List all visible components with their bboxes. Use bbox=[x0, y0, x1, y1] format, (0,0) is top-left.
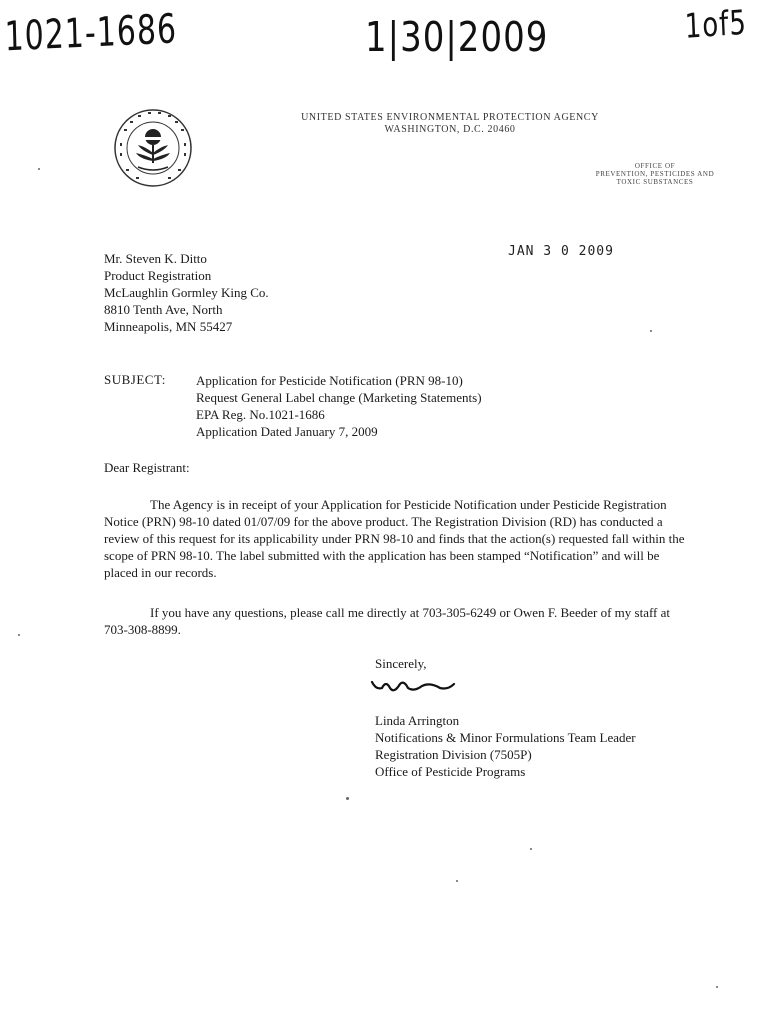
handwritten-page-number: 1of5 bbox=[684, 3, 748, 47]
signer-division: Registration Division (7505P) bbox=[375, 747, 532, 762]
handwritten-reg-number: 1021-1686 bbox=[4, 5, 178, 62]
office-block bbox=[560, 162, 750, 186]
signer-office: Office of Pesticide Programs bbox=[375, 764, 526, 779]
scan-speck bbox=[650, 330, 652, 332]
signature bbox=[370, 670, 460, 698]
scan-speck bbox=[38, 168, 40, 170]
recipient-address bbox=[104, 250, 269, 335]
scan-speck bbox=[346, 797, 349, 800]
recipient-line: 8810 Tenth Ave, North bbox=[104, 302, 223, 317]
subject-line: Application for Pesticide Notification (PRN 98-10) bbox=[196, 373, 463, 388]
body-paragraph-1: The Agency is in receipt of your Application for Pesticide Notification under Pesticide Registration Notice (PRN) 98-10 dated 01/07/09 for the above product. The Registration Division (RD) has conducted a review of this request for its applicability under PRN 98-10 and finds that the action(s) requested fall within the scope of PRN 98-10. The label submitted with the application has been stamped “Notification” and will be placed in our records. bbox=[104, 497, 685, 580]
agency-city: WASHINGTON, D.C. 20460 bbox=[384, 124, 516, 135]
office-line: TOXIC SUBSTANCES bbox=[616, 178, 694, 186]
recipient-line: Mr. Steven K. Ditto bbox=[104, 251, 207, 266]
signer-name: Linda Arrington bbox=[375, 713, 460, 728]
subject-line: Request General Label change (Marketing Statements) bbox=[196, 390, 482, 405]
recipient-line: McLaughlin Gormley King Co. bbox=[104, 285, 269, 300]
body-paragraph-2: If you have any questions, please call me directly at 703-305-6249 or Owen F. Beeder of my staff at 703-308-8899. bbox=[104, 605, 671, 637]
signer-block bbox=[375, 712, 636, 780]
agency-letterhead bbox=[250, 112, 650, 136]
scan-speck bbox=[716, 986, 718, 988]
scan-speck bbox=[530, 848, 532, 850]
date-stamp: JAN 3 0 2009 bbox=[508, 244, 614, 259]
agency-name: UNITED STATES ENVIRONMENTAL PROTECTION AGENCY bbox=[301, 112, 599, 123]
epa-seal-logo bbox=[112, 107, 194, 189]
signer-title: Notifications & Minor Formulations Team Leader bbox=[375, 730, 636, 745]
recipient-line: Product Registration bbox=[104, 268, 212, 283]
subject-lines bbox=[196, 372, 482, 440]
scan-speck bbox=[18, 634, 20, 636]
subject-line: EPA Reg. No.1021-1686 bbox=[196, 407, 325, 422]
office-line: OFFICE OF bbox=[634, 162, 676, 170]
handwritten-date: 1|30|2009 bbox=[365, 14, 549, 62]
subject-label: SUBJECT: bbox=[104, 372, 166, 387]
salutation: Dear Registrant: bbox=[104, 460, 190, 475]
closing: Sincerely, bbox=[375, 656, 427, 671]
subject-line: Application Dated January 7, 2009 bbox=[196, 424, 378, 439]
recipient-line: Minneapolis, MN 55427 bbox=[104, 319, 233, 334]
scan-speck bbox=[456, 880, 458, 882]
office-line: PREVENTION, PESTICIDES AND bbox=[595, 170, 715, 178]
